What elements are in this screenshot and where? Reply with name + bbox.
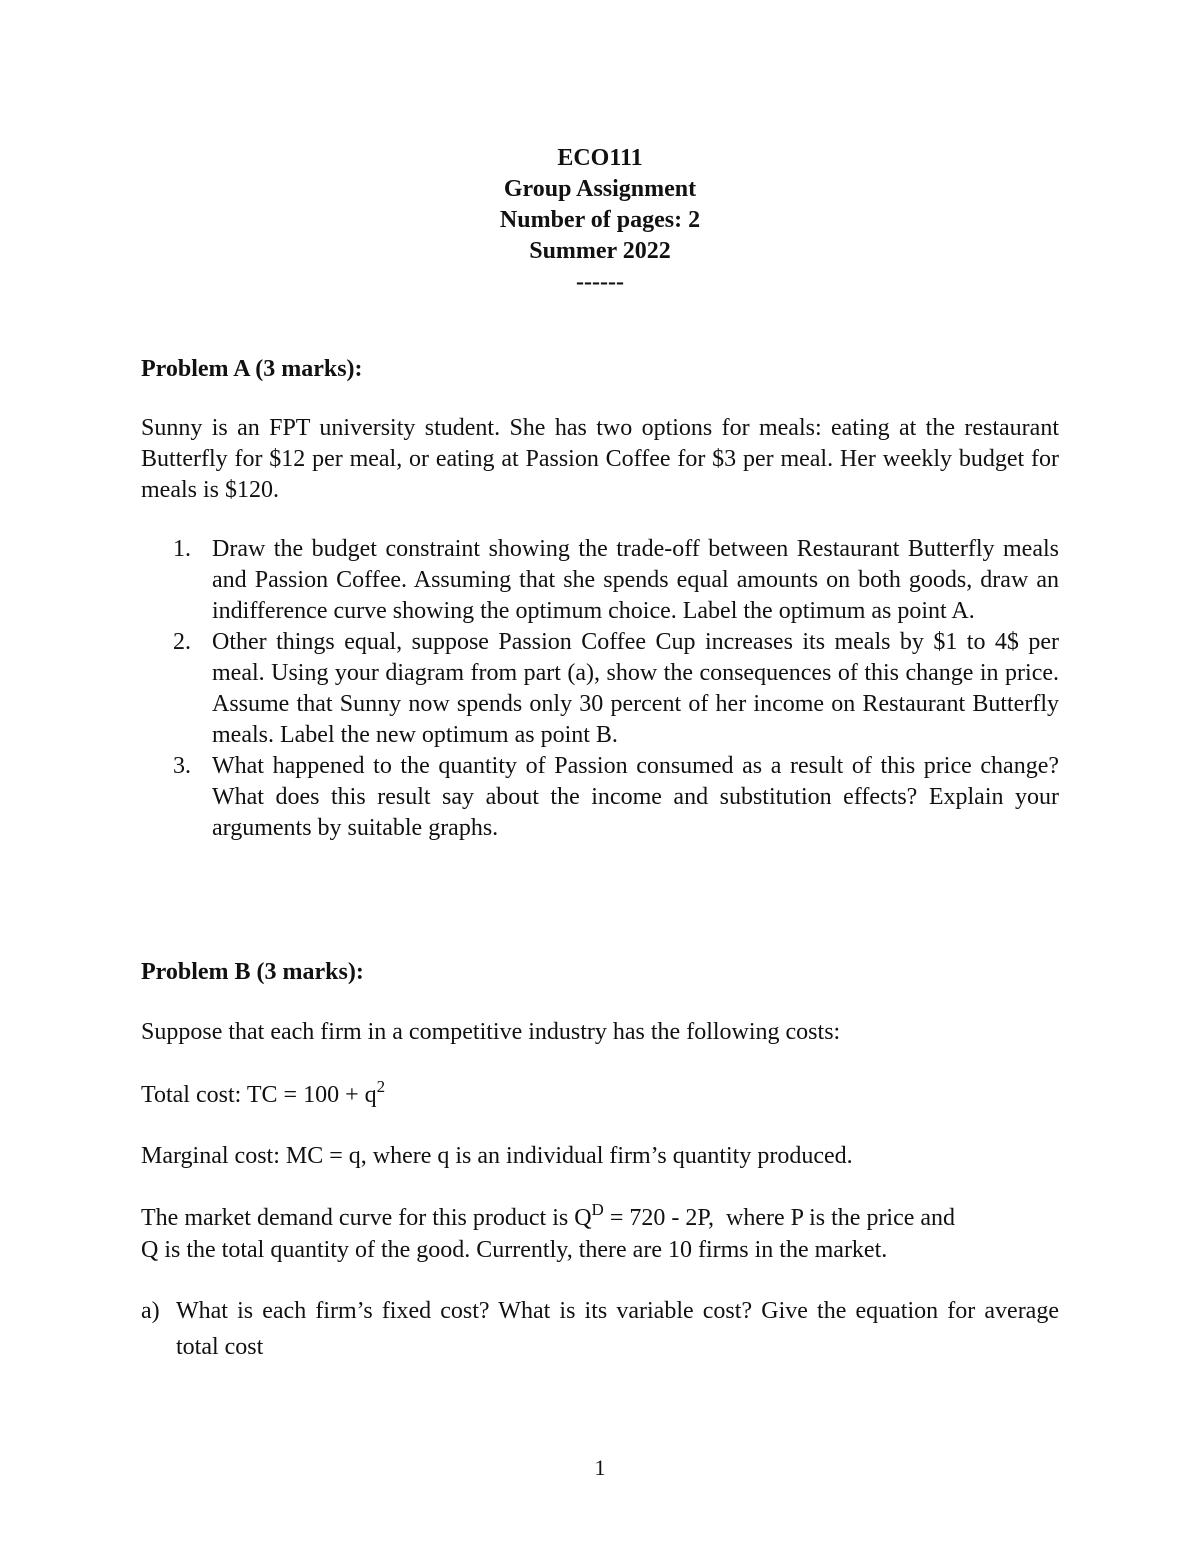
demand-text-post: = 720 - 2P, where P is the price and — [603, 1205, 956, 1231]
course-code: ECO111 — [557, 145, 643, 171]
problem-a-questions — [141, 534, 1059, 844]
question-text: What happened to the quantity of Passion consumed as a result of this price change? What does this result say about the income and substitution effects? Explain your arguments by suitable graphs. — [212, 753, 1059, 841]
problem-a-heading: Problem A (3 marks): — [141, 356, 363, 382]
document-header — [0, 143, 1200, 298]
question-text: Draw the budget constraint showing the trade-off between Restaurant Butterfly meals and Passion Coffee. Assuming that she spends equal amounts on both goods, draw an indifference curve showing the optimum choice. Label the optimum as point A. — [212, 536, 1059, 624]
demand-superscript: D — [591, 1200, 604, 1219]
total-cost-exponent: 2 — [376, 1077, 386, 1096]
demand-line — [141, 1200, 1081, 1234]
question-item — [141, 751, 1059, 844]
header-separator: ------ — [576, 269, 624, 295]
sub-question-a — [141, 1293, 1059, 1365]
question-number: 2. — [173, 629, 191, 655]
assignment-title: Group Assignment — [503, 176, 697, 202]
total-cost-text: Total cost: TC = 100 + q — [141, 1082, 377, 1108]
marginal-cost-line: Marginal cost: MC = q, where q is an individual firm’s quantity produced. — [141, 1143, 853, 1169]
question-number: 3. — [173, 753, 191, 779]
question-text: Other things equal, suppose Passion Coffee Cup increases its meals by $1 to 4$ per meal. Using your diagram from part (a), show the consequences of this change in price. Assume that Sunny now spends only 30 percent of her income on Restaurant Butterfly meals. Label the new optimum as point B. — [212, 629, 1059, 748]
problem-b-intro: Suppose that each firm in a competitive industry has the following costs: — [141, 1019, 841, 1045]
demand-text-pre: The market demand curve for this product is Q — [141, 1205, 592, 1231]
term: Summer 2022 — [529, 238, 671, 264]
page-number: 1 — [594, 1455, 606, 1480]
sub-question-text: What is each firm’s fixed cost? What is its variable cost? Give the equation for average total cost — [176, 1298, 1059, 1360]
total-cost-line — [141, 1077, 1081, 1111]
page-count: Number of pages: 2 — [499, 207, 701, 233]
question-item — [141, 627, 1059, 751]
problem-a-intro: Sunny is an FPT university student. She has two options for meals: eating at the restaurant Butterfly for $12 per meal, or eating at Passion Coffee for $3 per meal. Her weekly budget for meals is $120. — [141, 415, 1059, 503]
demand-line-2: Q is the total quantity of the good. Currently, there are 10 firms in the market. — [141, 1237, 888, 1263]
problem-b-heading: Problem B (3 marks): — [141, 959, 364, 985]
question-number: 1. — [173, 536, 191, 562]
question-item — [141, 534, 1059, 627]
sub-question-letter: a) — [141, 1298, 160, 1324]
